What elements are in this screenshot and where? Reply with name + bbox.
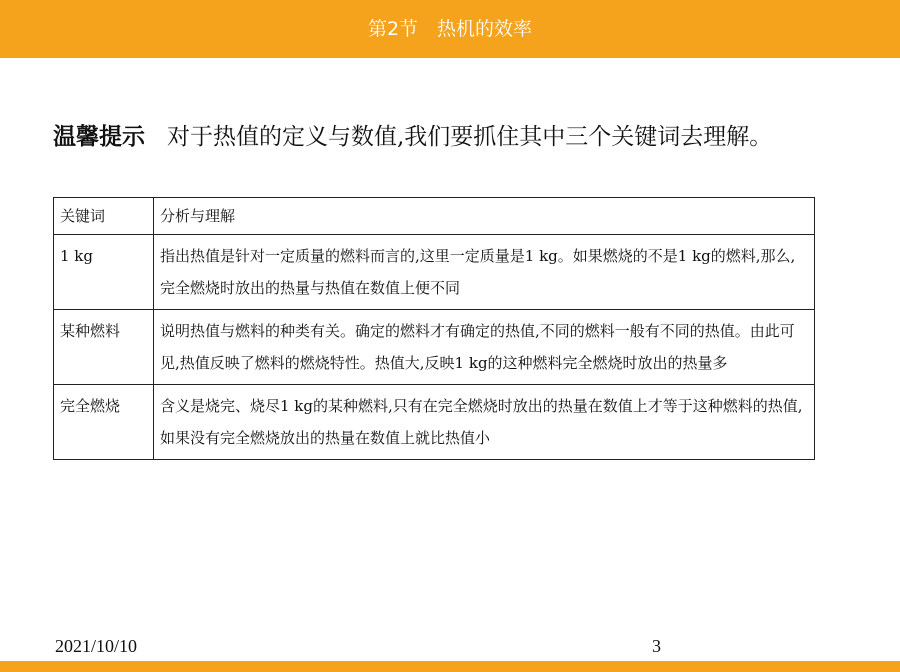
table-header-row [54, 198, 815, 235]
tip-text: 对于热值的定义与数值,我们要抓住其中三个关键词去理解。 [167, 124, 773, 150]
table-row [54, 235, 815, 310]
row-keyword: 1 kg [54, 235, 154, 310]
footer-date: 2021/10/10 [55, 636, 138, 656]
table-row [54, 385, 815, 460]
table-row [54, 310, 815, 385]
tip-paragraph [53, 115, 813, 159]
header-keyword: 关键词 [54, 198, 154, 235]
footer-bar [0, 661, 900, 672]
row-analysis: 含义是烧完、烧尽1 kg的某种燃料,只有在完全燃烧时放出的热量在数值上才等于这种燃料的热值,如果没有完全燃烧放出的热量在数值上就比热值小 [154, 385, 815, 460]
row-keyword: 完全燃烧 [54, 385, 154, 460]
slide-title: 第2节 热机的效率 [367, 18, 533, 40]
header-analysis: 分析与理解 [154, 198, 815, 235]
row-analysis: 指出热值是针对一定质量的燃料而言的,这里一定质量是1 kg。如果燃烧的不是1 kg的燃料,那么,完全燃烧时放出的热量与热值在数值上便不同 [154, 235, 815, 310]
page-number: 3 [652, 636, 661, 656]
tip-label: 温馨提示 [53, 124, 145, 150]
row-analysis: 说明热值与燃料的种类有关。确定的燃料才有确定的热值,不同的燃料一般有不同的热值。由此可见,热值反映了燃料的燃烧特性。热值大,反映1 kg的这种燃料完全燃烧时放出的热量多 [154, 310, 815, 385]
keyword-table [53, 197, 815, 460]
row-keyword: 某种燃料 [54, 310, 154, 385]
